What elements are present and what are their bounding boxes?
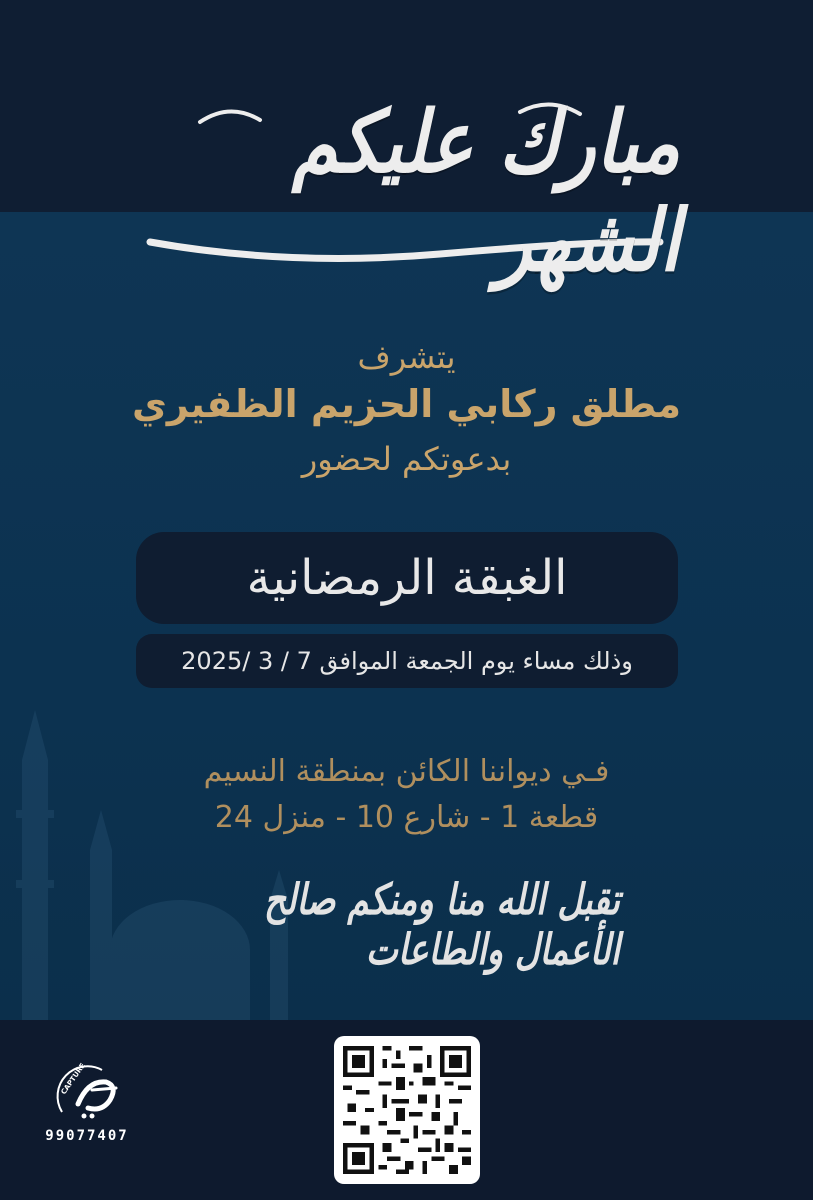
greeting-text: مبارك عليكم الشهر [291, 93, 680, 291]
invite-line: بدعوتكم لحضور [301, 440, 512, 478]
brand-phone: 99077407 [45, 1128, 129, 1144]
event-title: الغبقة الرمضانية [246, 550, 568, 606]
location-line-2: قطعة 1 - شارع 10 - منزل 24 [214, 800, 599, 835]
logo-word: CAPTURE [59, 1061, 88, 1097]
host-name: مطلق ركابي الحزيم الظفيري [132, 382, 681, 426]
verse-calligraphy [200, 875, 620, 975]
location-line-1: فـي ديواننا الكائن بمنطقة النسيم [203, 754, 610, 789]
event-title-pill [136, 532, 678, 624]
event-date: وذلك مساء يوم الجمعة الموافق 7 / 3 /2025 [181, 647, 633, 675]
honored-line: يتشرف [357, 338, 456, 376]
qr-code-icon [343, 1046, 471, 1174]
capture-logo-icon [44, 1060, 134, 1126]
event-date-pill [136, 634, 678, 688]
greeting-calligraphy [140, 92, 680, 292]
verse-text: تقبل الله منا ومنكم صالح الأعمال والطاعات [264, 875, 620, 975]
qr-code-card[interactable] [334, 1036, 480, 1184]
